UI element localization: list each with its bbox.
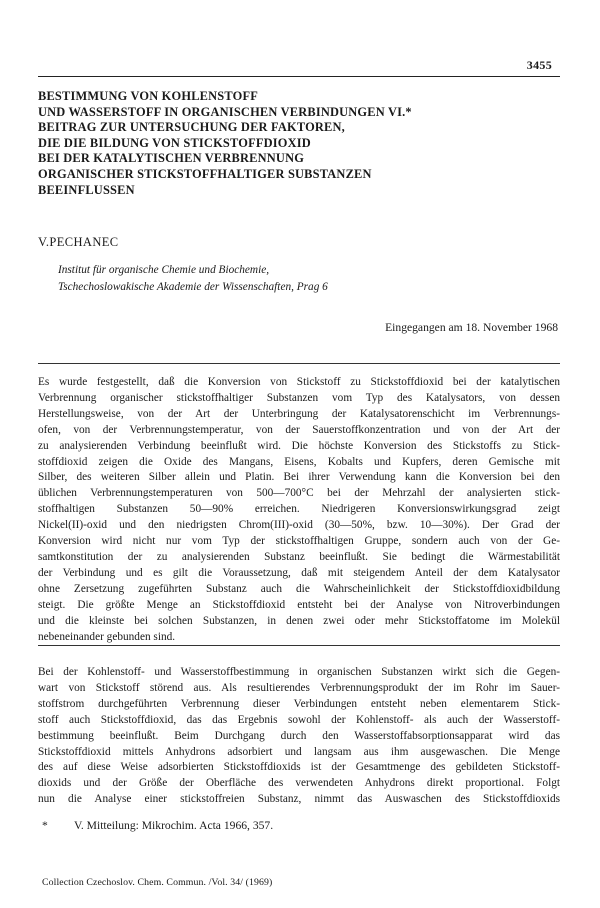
affiliation-line: Tschechoslowakische Akademie der Wissenschaften, Prag 6 [58, 280, 328, 293]
abstract-line: stoffhaltigen Substanzen 50—90% erreichen. Niedrigeren Konversionswirkungsgrad zeigt [38, 503, 560, 516]
author: V.PECHANEC [38, 235, 119, 249]
abstract-line: steigt. Die größte Menge an Stickstoffdioxid entsteht bei der Analyse von Nitroverbindungen [38, 598, 560, 611]
abstract-line: Konversion wird nicht nur vom Typ der stickstoffhaltigen Gruppe, sondern auch von der Ge- [38, 535, 560, 548]
title-line: UND WASSERSTOFF IN ORGANISCHEN VERBINDUNGEN VI.* [38, 104, 412, 119]
title-line: ORGANISCHER STICKSTOFFHALTIGER SUBSTANZEN [38, 166, 372, 181]
abstract-line: nebeneinander gebunden sind. [38, 630, 176, 643]
body-line: stoffstrom durchgeführten Verbrennung dieser Verbindungen entsteht neben elementarem Stick- [38, 697, 560, 710]
title-line: BEITRAG ZUR UNTERSUCHUNG DER FAKTOREN, [38, 120, 345, 135]
body-line: bestimmung beeinflußt. Beim Durchgang durch den Wasserstoffabsorptionsapparat wird das [38, 729, 560, 742]
footnote [42, 819, 273, 832]
body-line: stoff auch Stickstoffdioxid, das das Ergebnis sowohl der Kohlenstoff- als auch der Wasserstoff- [38, 713, 560, 726]
body-line: nun die Analyse einer stickstoffreien Substanz, nimmt das Auswaschen des Stickstoffdioxids [38, 793, 560, 806]
body-line: dioxids und der Größe der Oberfläche des verwendeten Anhydrons direkt proportional. Folgt [38, 777, 560, 790]
body-line: des auf diese Weise adsorbierten Stickstoffdioxids ist der Gesamtmenge des gebildeten Stickstoff- [38, 761, 560, 774]
affiliation-line: Institut für organische Chemie und Biochemie, [58, 264, 270, 276]
footnote-text: V. Mitteilung: Mikrochim. Acta 1966, 357. [74, 819, 274, 832]
body-line: Stickstoffdioxid mittels Anhydrons adsorbiert und langsam aus ihm ausgewaschen. Die Menge [38, 745, 560, 758]
body-line: wart von Stickstoff störend aus. Als resultierendes Verbrennungsprodukt der im Rohr im Sauer- [38, 681, 560, 694]
abstract-line: ofen, von der Verbrennungstemperatur, von der Sauerstoffkonzentration und von der Art der [38, 423, 560, 436]
received-date: Eingegangen am 18. November 1968 [385, 321, 558, 334]
abstract-line: Silber, des weiteren Silber allein und Platin. Bei ihrer Verwendung kann die Konversion bei den [38, 471, 560, 484]
abstract-line: der Verbindung und es gilt die Voraussetzung, daß mit steigendem Anteil der dem Katalysator [38, 566, 560, 579]
footnote-marker: * [42, 819, 48, 832]
abstract-line: stoffdioxid zeigen die Oxide des Mangans, Eisens, Kobalts und Kupfers, deren Gemische mit [38, 455, 560, 468]
header-rule [38, 76, 560, 77]
abstract [38, 375, 560, 645]
page-number: 3455 [526, 58, 552, 72]
abstract-line: Es wurde festgestellt, daß die Konversion von Stickstoff zu Stickstoffdioxid bei der katalytischen [38, 376, 560, 388]
title-line: DIE DIE BILDUNG VON STICKSTOFFDIOXID [38, 135, 311, 150]
abstract-line: Herstellungsweise, von der Art der Unterbringung der Katalysatorenschicht im Verbrennungs- [38, 407, 560, 420]
abstract-line: samtkonstitution der zu analysierenden Substanz beeinflußt. Sie bedingt die Wärmestabilität [38, 550, 560, 563]
abstract-line: und die kleinste bei solchen Substanzen, in denen zwei oder mehr Stickstoffatome im Molekül [38, 614, 560, 627]
abstract-line: Nickel(II)-oxid und den niedrigsten Chrom(III)-oxid (30—50%, bzw. 10—30%). Der Grad der [38, 519, 560, 532]
title-line: BESTIMMUNG VON KOHLENSTOFF [38, 89, 258, 103]
title-line: BEEINFLUSSEN [38, 182, 135, 197]
abstract-line: ohne Zersetzung zugeführten Substanz auch die Wahrscheinlichkeit der Stickstoffdioxidbildung [38, 582, 560, 595]
abstract-line: üblichen Verbrennungstemperaturen von 500—700°C bei der Mehrzahl der analysierten stick- [38, 487, 560, 500]
journal-footer: Collection Czechoslov. Chem. Commun. /Vol. 34/ (1969) [42, 877, 273, 888]
title-line: BEI DER KATALYTISCHEN VERBRENNUNG [38, 151, 305, 166]
separator-rule [38, 363, 560, 364]
abstract-line: Verbrennung organischer stickstoffhaltiger Substanzen vom Typ des Katalysators, von dessen [38, 391, 560, 404]
abstract-line: zu analysierenden Verbindung beeinflußt wird. Die höchste Konversion des Stickstoffs zu Stick- [38, 439, 560, 452]
affiliation [58, 262, 560, 296]
separator-rule [38, 645, 560, 646]
article-title [38, 89, 560, 198]
body-line: Bei der Kohlenstoff- und Wasserstoffbestimmung in organischen Substanzen wirkt sich die Gegen- [38, 666, 560, 678]
body-text [38, 665, 560, 808]
